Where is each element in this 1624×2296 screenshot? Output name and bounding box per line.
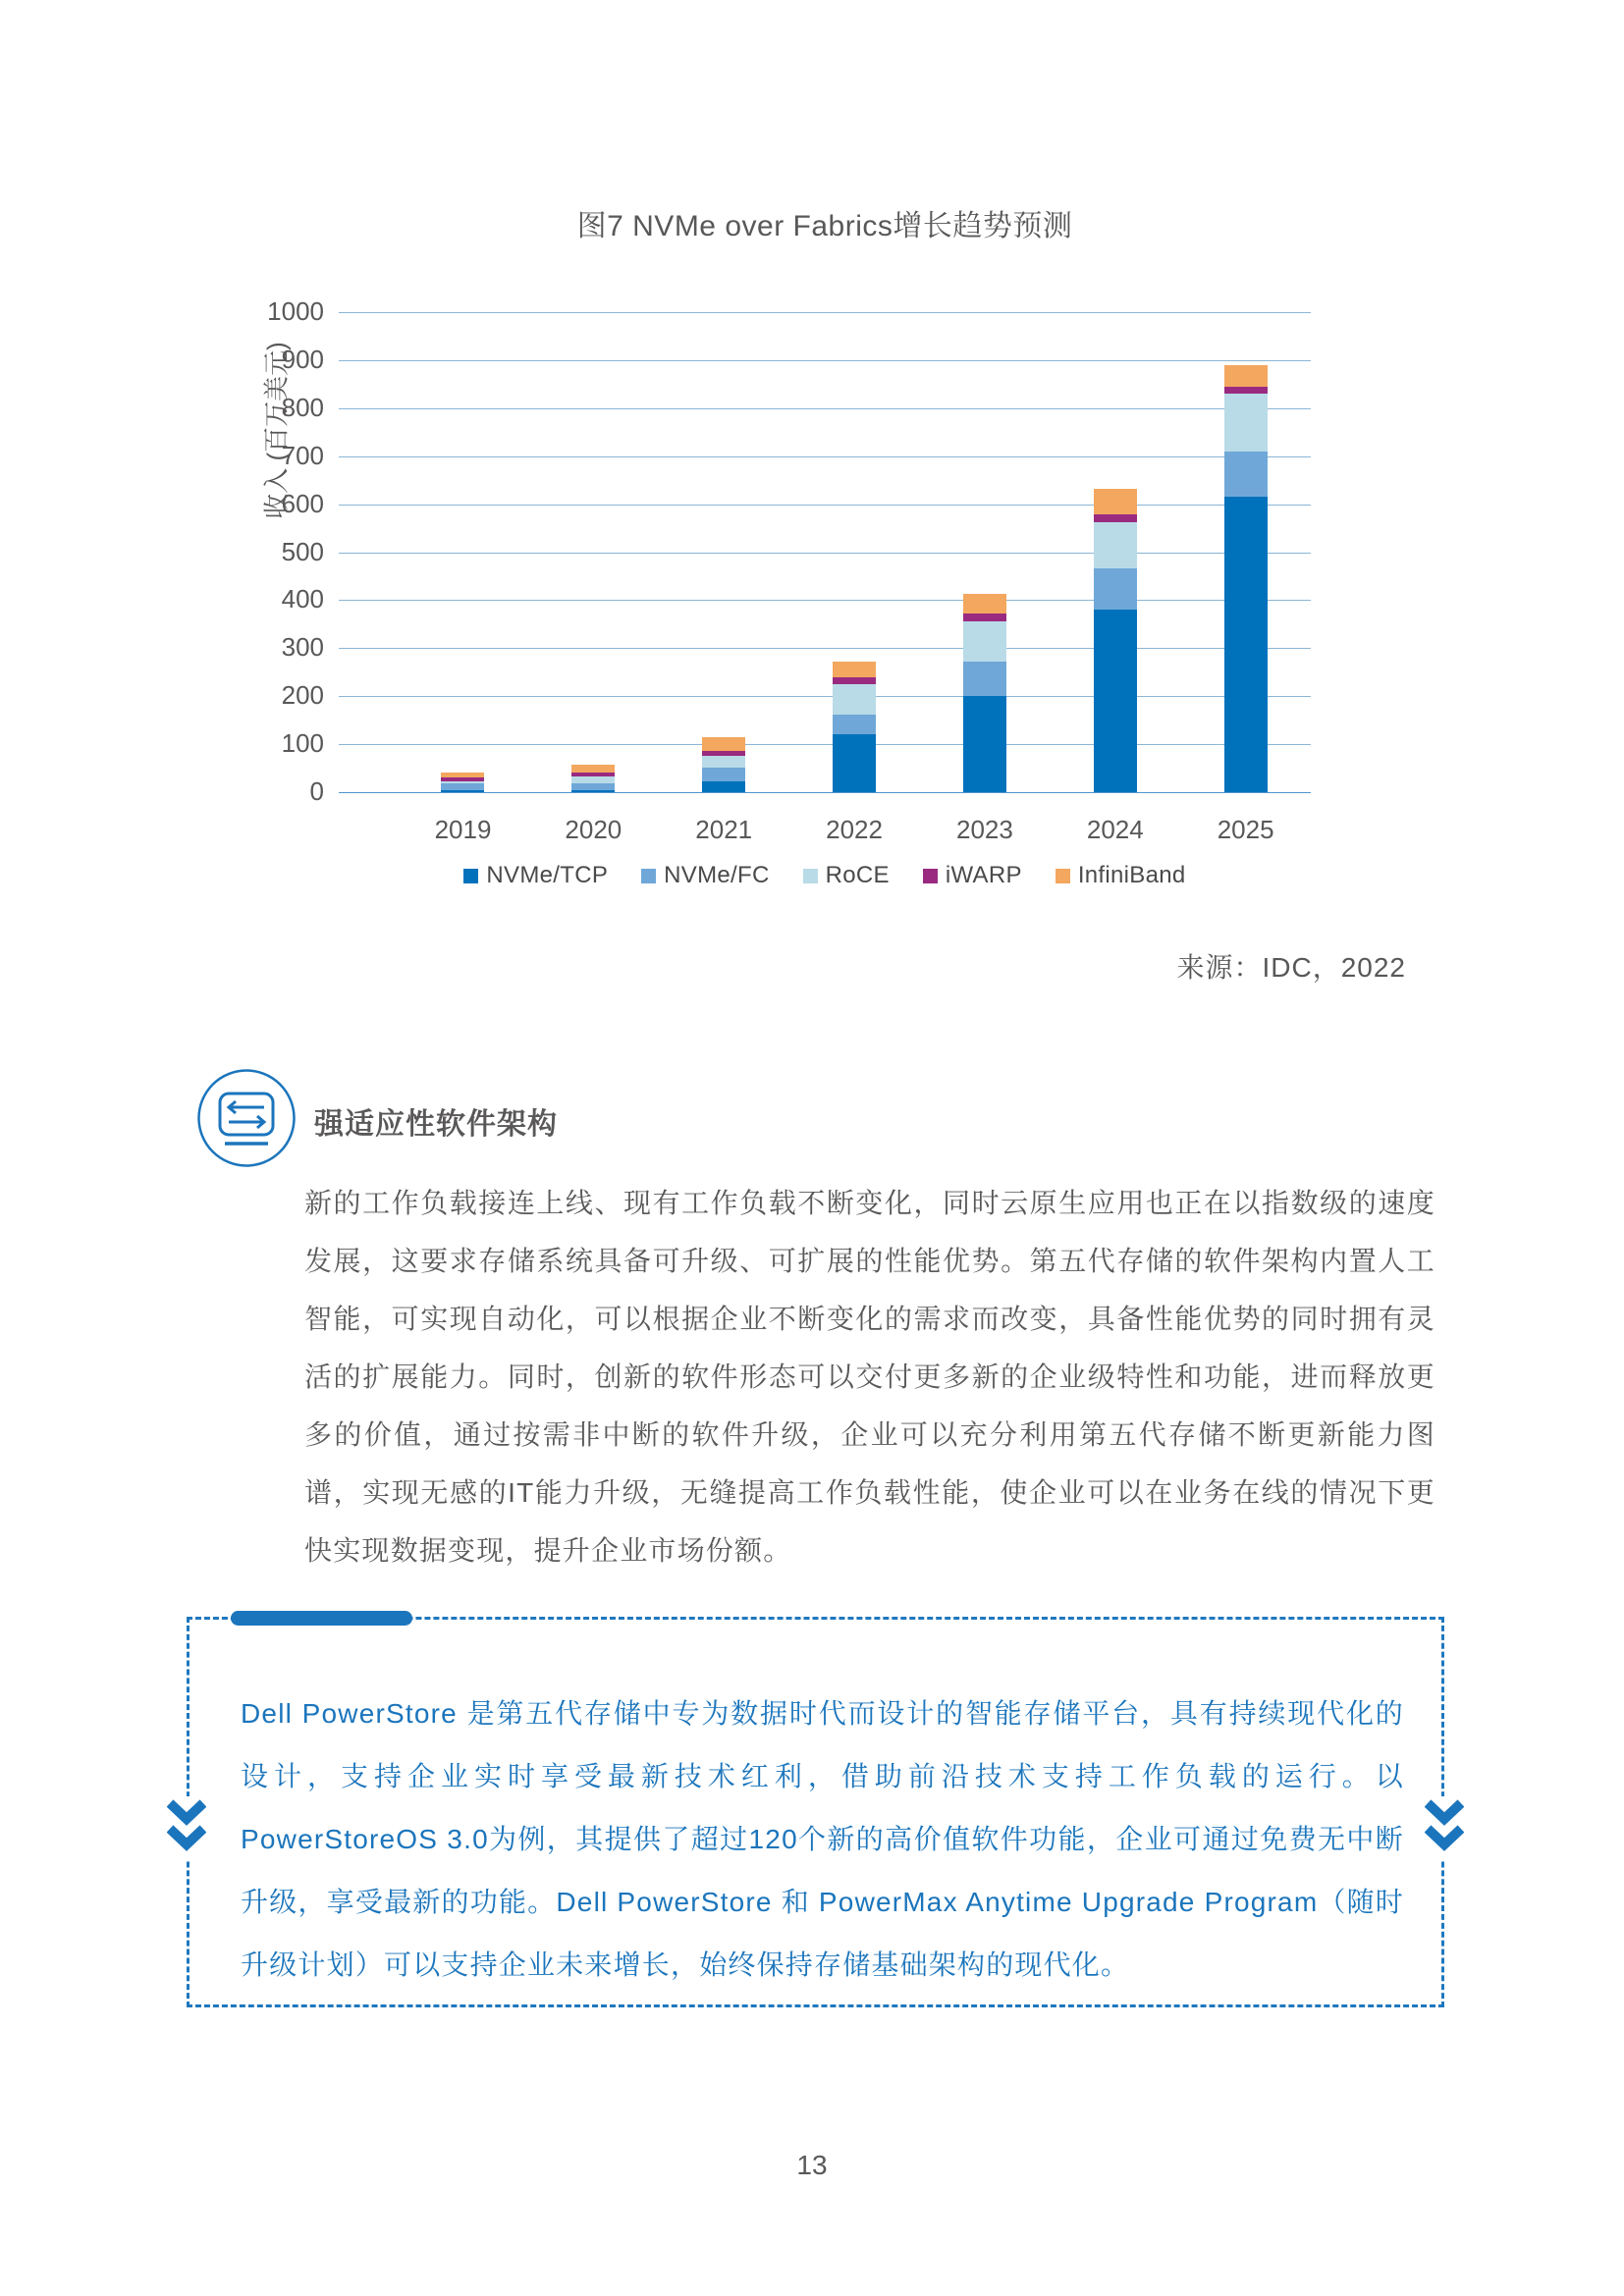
gridline [339, 553, 1311, 554]
x-axis-label: 2019 [434, 815, 492, 844]
bar-segment-NVMe/FC [441, 783, 484, 790]
bar-segment-NVMe/FC [702, 768, 745, 782]
bar-segment-NVMe/TCP [441, 790, 484, 792]
chart-legend [339, 862, 1311, 889]
y-tick-label: 700 [281, 440, 324, 470]
bar-segment-NVMe/FC [1094, 568, 1137, 611]
legend-label: NVMe/FC [664, 862, 770, 888]
stacked-bar-2020 [571, 765, 615, 792]
gridline [339, 648, 1311, 649]
legend-swatch [463, 869, 478, 883]
callout-box [187, 1617, 1444, 2007]
bar-segment-InfiniBand [963, 594, 1006, 614]
legend-item [463, 862, 608, 889]
bar-segment-NVMe/TCP [833, 734, 876, 792]
bar-segment-InfiniBand [1224, 365, 1268, 387]
bar-segment-NVMe/FC [833, 715, 876, 735]
y-tick-label: 900 [281, 344, 324, 374]
gridline [339, 744, 1311, 745]
x-axis-label: 2023 [956, 815, 1013, 844]
y-tick-label: 400 [281, 584, 324, 614]
bar-segment-RoCE [571, 776, 615, 783]
legend-item [923, 862, 1022, 889]
chart-title: 图7 NVMe over Fabrics增长趋势预测 [576, 210, 1073, 242]
adaptive-software-icon [196, 1068, 297, 1168]
bar-segment-NVMe/FC [963, 662, 1006, 697]
callout-accent-pill [231, 1611, 412, 1626]
bar-segment-NVMe/TCP [1224, 497, 1268, 792]
gridline [339, 456, 1311, 457]
y-tick-label: 0 [309, 776, 324, 806]
gridline [339, 505, 1311, 506]
double-chevron-down-icon [165, 1796, 208, 1859]
gridline [339, 792, 1311, 793]
bar-segment-RoCE [833, 684, 876, 715]
legend-item [803, 862, 890, 889]
double-chevron-down-icon [1423, 1796, 1466, 1859]
gridline [339, 360, 1311, 361]
bar-segment-RoCE [1224, 394, 1268, 452]
y-tick-label: 500 [281, 536, 324, 566]
gridline [339, 696, 1311, 697]
x-axis-label: 2025 [1217, 815, 1274, 844]
legend-swatch [1056, 869, 1070, 883]
y-axis-title: 收入 (百万美元) [261, 342, 292, 519]
bar-segment-NVMe/TCP [702, 781, 745, 792]
x-axis-label: 2020 [565, 815, 623, 844]
bar-segment-NVMe/FC [571, 783, 615, 790]
stacked-bar-2025 [1224, 365, 1268, 792]
y-tick-label: 600 [281, 488, 324, 518]
y-tick-label: 800 [281, 392, 324, 422]
gridline [339, 408, 1311, 409]
section-heading: 强适应性软件架构 [314, 1108, 558, 1141]
bar-segment-RoCE [1094, 522, 1137, 567]
y-tick-label: 100 [281, 728, 324, 759]
chart-source: 来源：IDC，2022 [1176, 952, 1406, 983]
gridline [339, 312, 1311, 313]
bar-segment-InfiniBand [1094, 489, 1137, 515]
legend-label: iWARP [945, 862, 1022, 888]
legend-item [1056, 862, 1186, 889]
legend-item [641, 862, 769, 889]
bar-segment-InfiniBand [702, 737, 745, 752]
bar-segment-RoCE [963, 621, 1006, 661]
bar-segment-InfiniBand [833, 662, 876, 677]
stacked-bar-2019 [441, 773, 484, 792]
legend-label: NVMe/TCP [486, 862, 609, 888]
bar-segment-iWARP [1224, 387, 1268, 394]
body-paragraph: 新的工作负载接连上线、现有工作负载不断变化，同时云原生应用也正在以指数级的速度发展，这要求存储系统具备可升级、可扩展的性能优势。第五代存储的软件架构内置人工智能，可实现自动化，可以根据企业不断变化的需求而改变，具备性能优势的同时拥有灵活的扩展能力。同时，创新的软件形态可以交付更多新的企业级特性和功能，进而释放更多的价值，通过按需非中断的软件升级，企业可以充分利用第五代存储不断更新能力图谱，实现无感的IT能力升级，无缝提高工作负载性能，使企业可以在业务在线的情况下更快实现数据变现，提升企业市场份额。 [304, 1188, 1435, 1566]
bar-segment-NVMe/FC [1224, 452, 1268, 497]
stacked-bar-2021 [702, 737, 745, 792]
y-tick-label: 1000 [267, 296, 324, 326]
x-axis-label: 2022 [826, 815, 883, 844]
bar-segment-NVMe/TCP [963, 696, 1006, 792]
y-tick-label: 300 [281, 632, 324, 663]
bar-segment-RoCE [702, 756, 745, 767]
bar-segment-NVMe/TCP [571, 790, 615, 792]
legend-label: InfiniBand [1077, 862, 1186, 888]
legend-label: RoCE [825, 862, 890, 888]
stacked-bar-2024 [1094, 489, 1137, 793]
stacked-bar-2022 [833, 662, 876, 792]
stacked-bar-2023 [963, 594, 1006, 792]
callout-text: Dell PowerStore 是第五代存储中专为数据时代而设计的智能存储平台，具有持续现代化的设计，支持企业实时享受最新技术红利，借助前沿技术支持工作负载的运行。以PowerStoreOS 3.0为例，其提供了超过120个新的高价值软件功能，企业可通过免费无中断升级，享受最新的功能。Dell PowerStore 和 PowerMax Anytime Upgrade Program（随时升级计划）可以支持企业未来增长，始终保持存储基础架构的现代化。 [241, 1698, 1404, 1980]
legend-swatch [641, 869, 656, 883]
chart-plot-area [339, 312, 1311, 792]
y-tick-label: 200 [281, 680, 324, 711]
bar-segment-NVMe/TCP [1094, 610, 1137, 792]
bar-segment-iWARP [963, 614, 1006, 621]
x-axis-label: 2021 [695, 815, 753, 844]
bar-segment-InfiniBand [571, 765, 615, 773]
page-number: 13 [796, 2150, 828, 2180]
bar-segment-iWARP [833, 677, 876, 684]
bar-segment-iWARP [1094, 514, 1137, 522]
legend-swatch [923, 869, 938, 883]
x-axis-label: 2024 [1086, 815, 1144, 844]
legend-swatch [803, 869, 818, 883]
gridline [339, 600, 1311, 601]
